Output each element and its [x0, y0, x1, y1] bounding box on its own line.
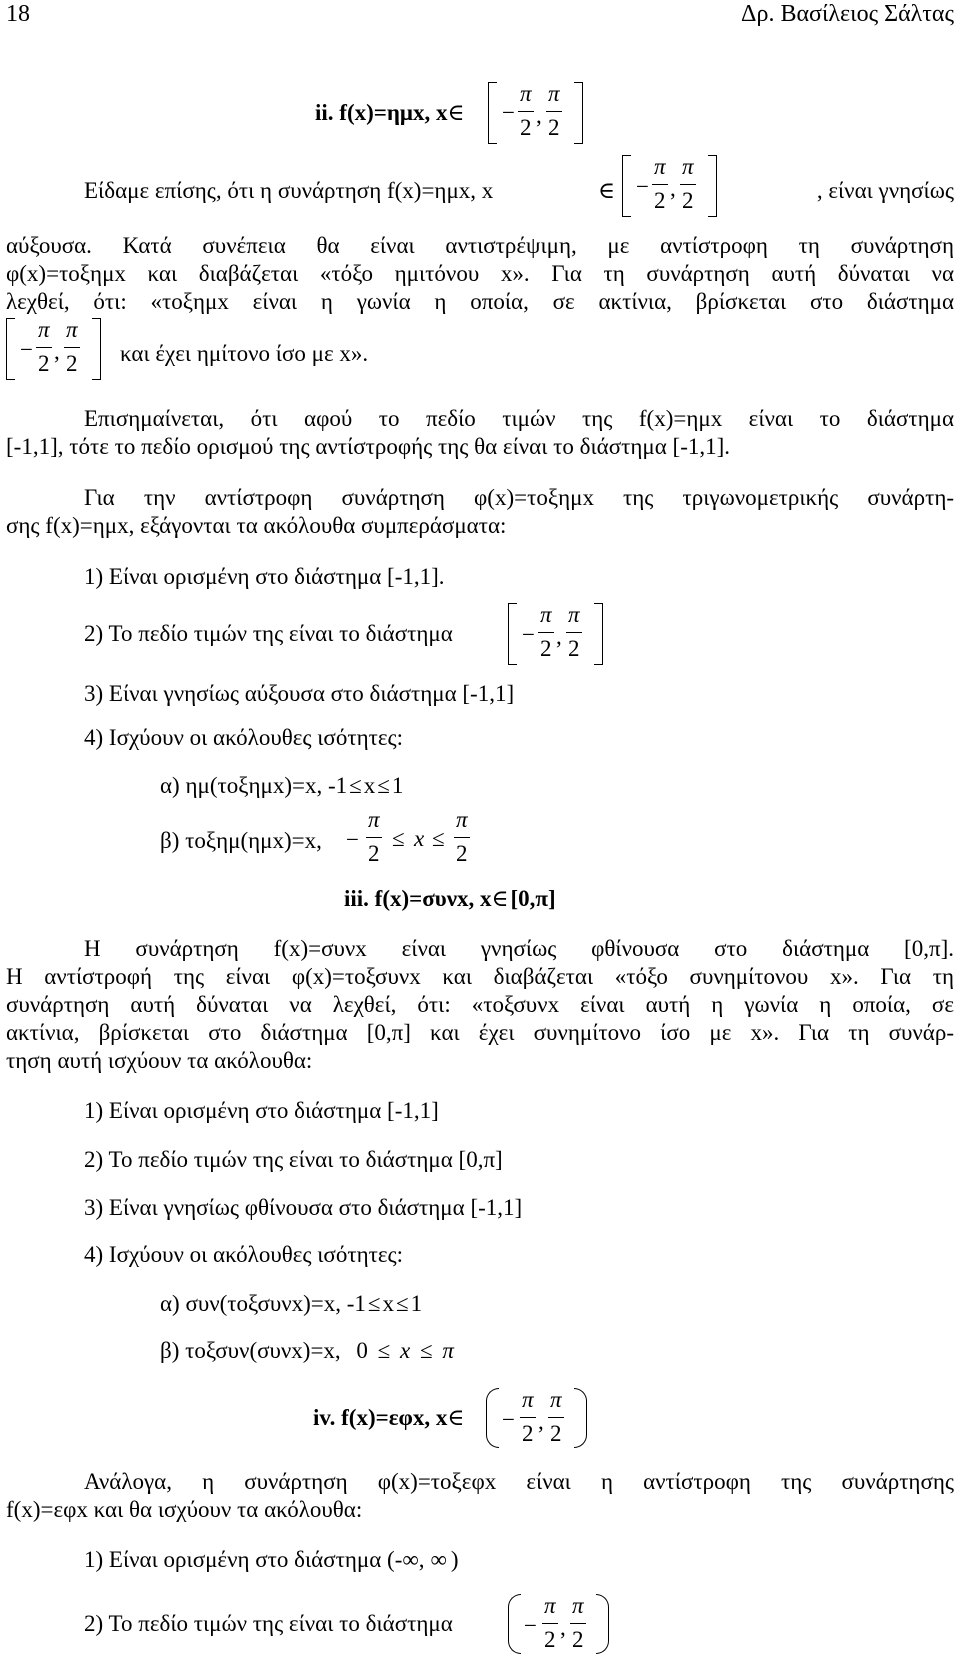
- inequality-minus-pi-half-le-x-le-pi-half: − π 2 ≤ x ≤ π 2: [346, 808, 486, 870]
- element-of-symbol: ∈: [447, 100, 465, 125]
- list2-identity-a: α) συν(τοξσυνx)=x, -1≤x≤1: [160, 1291, 423, 1316]
- page-number: 18: [6, 1, 30, 27]
- para4-line1: Η συνάρτηση f(x)=συνx είναι γνησίως φθίνουσα στο διάστημα [0,π].: [84, 936, 954, 961]
- list3-item2: 2) Το πεδίο τιμών της είναι το διάστημα: [84, 1611, 453, 1636]
- element-of-symbol: ∈: [491, 886, 509, 911]
- para1-line2: αύξουσα. Κατά συνέπεια θα είναι αντιστρέψιμη, με αντίστροφη τη συνάρτηση: [6, 233, 954, 258]
- list1-item4: 4) Ισχύουν οι ακόλουθες ισότητες:: [84, 725, 404, 750]
- para4-line5: τηση αυτή ισχύουν τα ακόλουθα:: [6, 1048, 313, 1073]
- interval-closed-minus-pi-half-pi-half: − π 2 , π 2: [6, 318, 106, 380]
- le-symbol: ≤: [420, 1338, 433, 1363]
- section-iii-heading: iii. f(x)=συνx, x∈[0,π]: [344, 886, 556, 911]
- running-header-author: Δρ. Βασίλειος Σάλτας: [741, 1, 954, 27]
- list1-item1: 1) Είναι ορισμένη στο διάστημα [-1,1].: [84, 564, 445, 589]
- para2-line1: Επισημαίνεται, ότι αφού το πεδίο τιμών της f(x)=ημx είναι το διάστημα: [84, 406, 954, 431]
- list2-item4: 4) Ισχύουν οι ακόλουθες ισότητες:: [84, 1242, 404, 1267]
- le-symbol: ≤: [349, 773, 362, 798]
- para4-line3: συνάρτηση αυτή δύναται να λεχθεί, ότι: «τοξσυνx είναι αυτή η γωνία η οποία, σε: [6, 992, 954, 1017]
- para4-line2: Η αντίστροφή της είναι φ(x)=τοξσυνx και διαβάζεται «τόξο συνημίτονου x». Για τη: [6, 964, 954, 989]
- le-symbol: ≤: [377, 773, 390, 798]
- element-of-symbol: ∈: [598, 178, 616, 203]
- list1-identity-a: α) ημ(τοξημx)=x, -1≤x≤1: [160, 773, 404, 798]
- list1-identity-b-label: β) τοξημ(ημx)=x,: [160, 828, 322, 853]
- interval-closed-minus-pi-half-pi-half: − π 2 , π 2: [488, 82, 588, 144]
- interval-open-minus-pi-half-pi-half: − π 2 , π 2: [486, 1388, 592, 1450]
- para5-line2: f(x)=εφx και θα ισχύουν τα ακόλουθα:: [6, 1497, 363, 1522]
- element-of-symbol: ∈: [447, 1405, 465, 1430]
- list2-item1: 1) Είναι ορισμένη στο διάστημα [-1,1]: [84, 1098, 439, 1123]
- para4-line4: ακτίνια, βρίσκεται στο διάστημα [0,π] και έχει συνημίτονο ίσο με x». Για τη συνάρ-: [6, 1020, 954, 1045]
- list3-item1: 1) Είναι ορισμένη στο διάστημα (-∞, ∞ ): [84, 1547, 459, 1572]
- para1-line3: φ(x)=τοξημx και διαβάζεται «τόξο ημιτόνου x». Για τη συνάρτηση αυτή δύναται να: [6, 261, 954, 286]
- le-symbol: ≤: [367, 1291, 381, 1316]
- para1-line1-start: Είδαμε επίσης, ότι η συνάρτηση f(x)=ημx, x: [84, 178, 494, 203]
- infinity-symbol: ∞: [430, 1547, 447, 1572]
- interval-open-minus-pi-half-pi-half: − π 2 , π 2: [508, 1594, 614, 1656]
- para1-line1-end: , είναι γνησίως: [816, 178, 954, 203]
- para3-line2: σης f(x)=ημx, εξάγονται τα ακόλουθα συμπεράσματα:: [6, 513, 507, 538]
- para1-line5: και έχει ημίτονο ίσο με x».: [120, 341, 369, 366]
- para5-line1: Ανάλογα, η συνάρτηση φ(x)=τοξεφx είναι η αντίστροφη της συνάρτησης: [84, 1469, 954, 1494]
- para1-line4: λεχθεί, ότι: «τοξημx είναι η γωνία η οποία, σε ακτίνια, βρίσκεται στο διάστημα: [6, 289, 954, 314]
- infinity-symbol: ∞: [402, 1547, 419, 1572]
- interval-closed-minus-pi-half-pi-half: − π 2 , π 2: [622, 155, 722, 217]
- interval-closed-minus-pi-half-pi-half: − π 2 , π 2: [508, 603, 608, 665]
- le-symbol: ≤: [377, 1338, 391, 1363]
- list2-item3: 3) Είναι γνησίως φθίνουσα στο διάστημα [-1,1]: [84, 1195, 523, 1220]
- list1-item2: 2) Το πεδίο τιμών της είναι το διάστημα: [84, 621, 453, 646]
- section-ii-heading: ii. f(x)=ημx, x∈: [315, 100, 465, 125]
- list2-item2: 2) Το πεδίο τιμών της είναι το διάστημα [0,π]: [84, 1147, 503, 1172]
- para2-line2: [-1,1], τότε το πεδίο ορισμού της αντίστροφής της θα είναι το διάστημα [-1,1].: [6, 434, 731, 459]
- list1-item3: 3) Είναι γνησίως αύξουσα στο διάστημα [-1,1]: [84, 681, 515, 706]
- le-symbol: ≤: [396, 1291, 409, 1316]
- list2-identity-b: β) τοξσυν(συνx)=x, 0 ≤ x ≤ π: [160, 1338, 454, 1363]
- para3-line1: Για την αντίστροφη συνάρτηση φ(x)=τοξημx της τριγωνομετρικής συνάρτη-: [84, 485, 954, 510]
- section-iv-heading: iv. f(x)=εφx, x∈: [313, 1405, 465, 1430]
